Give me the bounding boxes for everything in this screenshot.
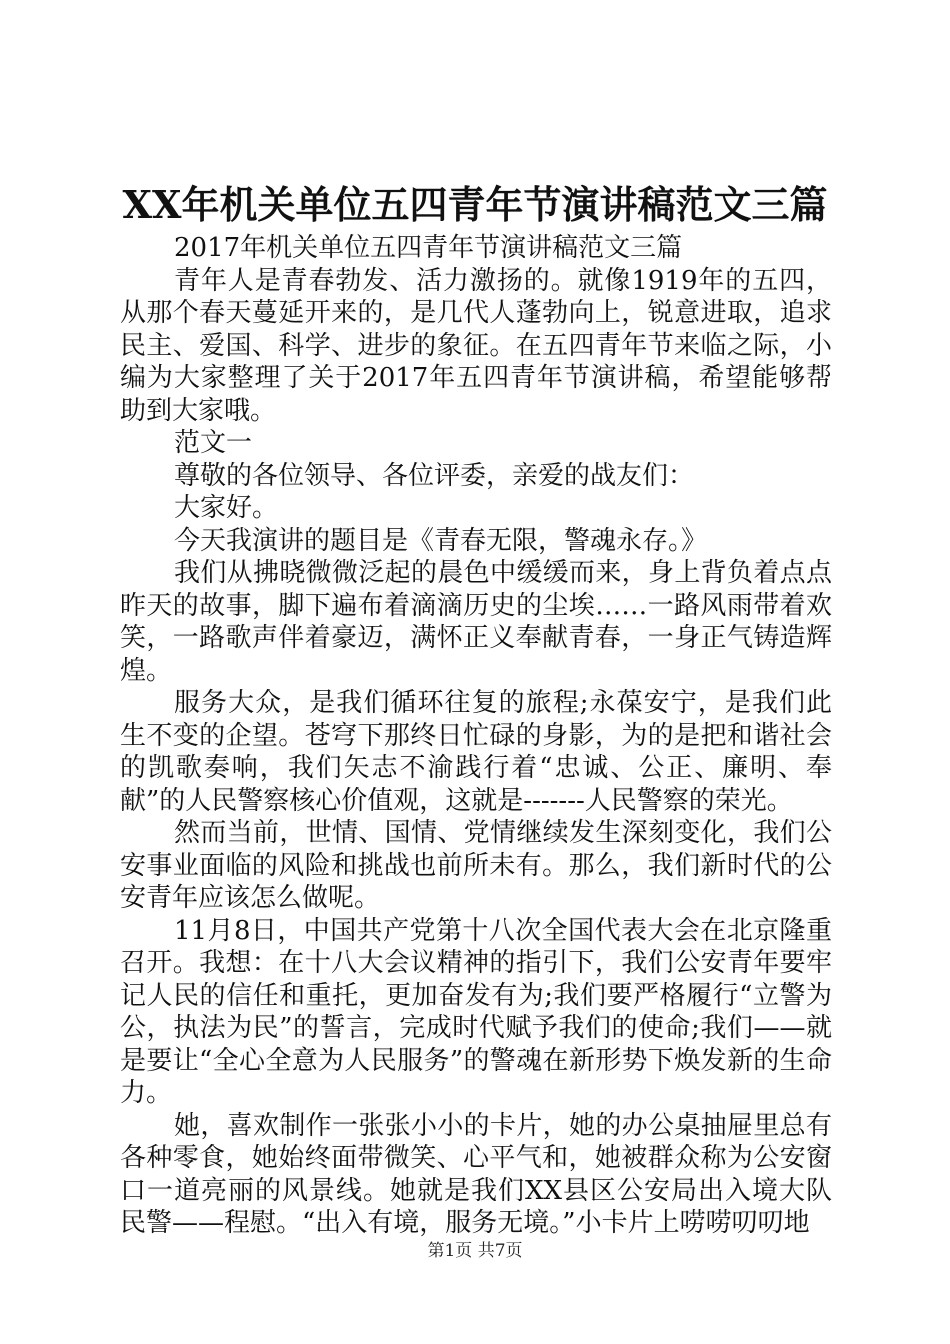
document-title: XX年机关单位五四青年节演讲稿范文三篇 xyxy=(122,182,828,227)
paragraph-greeting: 大家好。 xyxy=(174,493,279,523)
paragraph-section-heading: 范文一 xyxy=(174,428,253,458)
paragraph-subtitle: 2017年机关单位五四青年节演讲稿范文三篇 xyxy=(174,233,683,263)
paragraph-speech-topic: 今天我演讲的题目是《青春无限，警魂永存。》 xyxy=(174,525,708,556)
paragraph-intro: 青年人是青春勃发、活力激扬的。就像1919年的五四，从那个春天蔓延开来的，是几代人蓬勃向上，锐意进取，追求民主、爱国、科学、进步的象征。在五四青年节来临之际，小编为大家整理了关于2017年五四青年节演讲稿，希望能够帮助到大家哦。 xyxy=(120,265,832,426)
paragraph-body: 然而当前，世情、国情、党情继续发生深刻变化，我们公安事业面临的风险和挑战也前所未有。那么，我们新时代的公安青年应该怎么做呢。 xyxy=(120,818,832,913)
document-body xyxy=(120,232,832,1240)
paragraph-salutation: 尊敬的各位领导、各位评委，亲爱的战友们： xyxy=(174,460,695,491)
paragraph-body: 她，喜欢制作一张张小小的卡片，她的办公桌抽屉里总有各种零食，她始终面带微笑、心平气和，她被群众称为公安窗口一道亮丽的风景线。她就是我们XX县区公安局出入境大队民警——程慰。“出入有境，服务无境。”小卡片上唠唠叨叨地 xyxy=(120,1110,832,1238)
paragraph-body: 11月8日，中国共产党第十八次全国代表大会在北京隆重召开。我想：在十八大会议精神的指引下，我们公安青年要牢记人民的信任和重托，更加奋发有为;我们要严格履行“立警为公，执法为民”的誓言，完成时代赋予我们的使命;我们——就是要让“全心全意为人民服务”的警魂在新形势下焕发新的生命力。 xyxy=(120,915,832,1108)
page-number-footer: 第1页 共7页 xyxy=(427,1241,523,1261)
paragraph-body: 服务大众，是我们循环往复的旅程;永葆安宁，是我们此生不变的企望。苍穹下那终日忙碌的身影，为的是把和谐社会的凯歌奏响，我们矢志不渝践行着“忠诚、公正、廉明、奉献”的人民警察核心价值观，这就是-------人民警察的荣光。 xyxy=(120,688,832,816)
paragraph-body: 我们从拂晓微微泛起的晨色中缓缓而来，身上背负着点点昨天的故事，脚下遍布着滴滴历史的尘埃……一路风雨带着欢笑，一路歌声伴着豪迈，满怀正义奉献青春，一身正气铸造辉煌。 xyxy=(120,558,832,686)
